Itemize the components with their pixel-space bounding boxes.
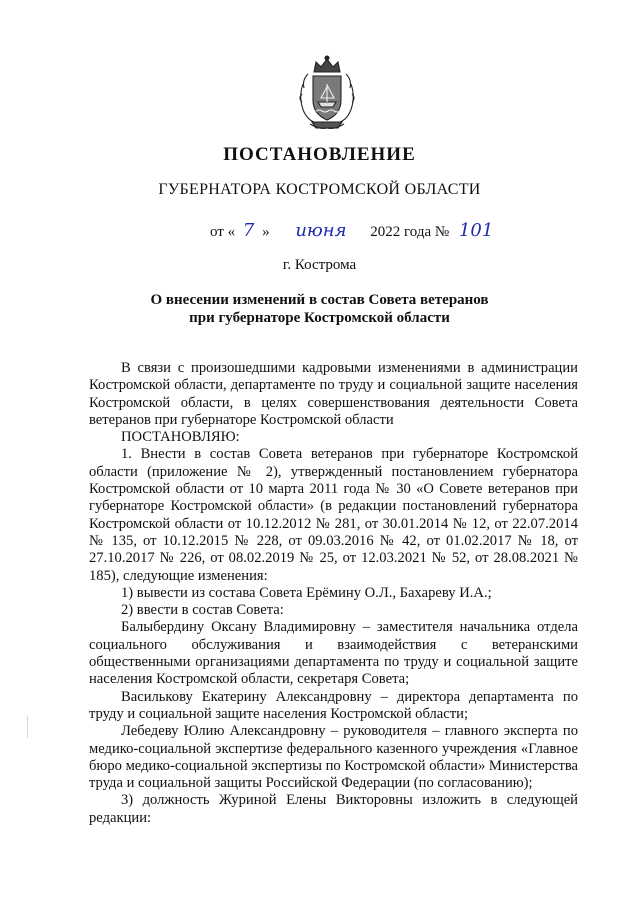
- paragraph-member-vasilkova: Василькову Екатерину Александровну – директора департамента по труду и социальной защите населения Костромской области;: [89, 688, 578, 722]
- coat-of-arms-icon: [294, 54, 360, 132]
- date-year: 2022 года №: [370, 224, 450, 240]
- issuer-line: ГУБЕРНАТОРА КОСТРОМСКОЙ ОБЛАСТИ: [158, 181, 481, 198]
- paragraph-decree: ПОСТАНОВЛЯЮ:: [121, 429, 240, 446]
- paragraph-item-1-1: 1) вывести из состава Совета Ерёмину О.Л., Бахареву И.А.;: [121, 584, 492, 601]
- date-day: 7: [242, 220, 255, 241]
- date-line: [210, 220, 493, 241]
- paragraph-item-1: 1. Внести в состав Совета ветеранов при губернаторе Костромской области (приложение № 2), утвержденный постановлением губернатора Костромской области от 10 марта 2011 года № 30 «О Совете ветеранов при губернаторе Костромской области» (в редакции постановлений губернатора Костромской области от 10.12.2012 № 281, от 30.01.2014 № 12, от 22.07.2014 № 135, от 10.12.2015 № 228, от 09.03.2016 № 42, от 01.02.2017 № 18, от 27.10.2017 № 226, от 08.02.2019 № 25, от 12.03.2021 № 52, от 28.08.2021 № 185), следующие изменения:: [89, 446, 578, 584]
- heading-line-2: при губернаторе Костромской области: [189, 310, 450, 326]
- document-title: ПОСТАНОВЛЕНИЕ: [223, 144, 416, 165]
- scan-margin-mark: [27, 716, 28, 738]
- heading-line-1: О внесении изменений в состав Совета ветеранов: [150, 292, 489, 308]
- date-prefix: от «: [210, 224, 236, 240]
- city-line: г. Кострома: [282, 257, 357, 273]
- paragraph-item-1-3: 3) должность Журиной Елены Викторовны изложить в следующей редакции:: [89, 792, 578, 826]
- document-body: [89, 360, 578, 827]
- document-heading: [0, 291, 639, 327]
- paragraph-preamble: В связи с произошедшими кадровыми изменениями в администрации Костромской области, департаменте по труду и социальной защите населения Костромской области, в целях совершенствования деятельности Совета ветеранов при губернаторе Костромской области: [89, 360, 578, 428]
- date-close: »: [262, 224, 270, 240]
- paragraph-member-balyberdina: Балыбердину Оксану Владимировну – заместителя начальника отдела социального обслуживания и взаимодействия с ветеранскими общественными организациями департамента по труду и социальной защите населения Костромской области, секретаря Совета;: [89, 619, 578, 688]
- paragraph-member-lebedeva: Лебедеву Юлию Александровну – руководителя – главного эксперта по медико-социальной экспертизе федерального казенного учреждения «Главное бюро медико-социальной экспертизы по Костромской области» Министерства труда и социальной защиты Российской Федерации (по согласованию);: [89, 723, 578, 792]
- paragraph-item-1-2: 2) ввести в состав Совета:: [121, 602, 284, 619]
- date-month: июня: [295, 220, 347, 241]
- document-number: 101: [458, 220, 494, 241]
